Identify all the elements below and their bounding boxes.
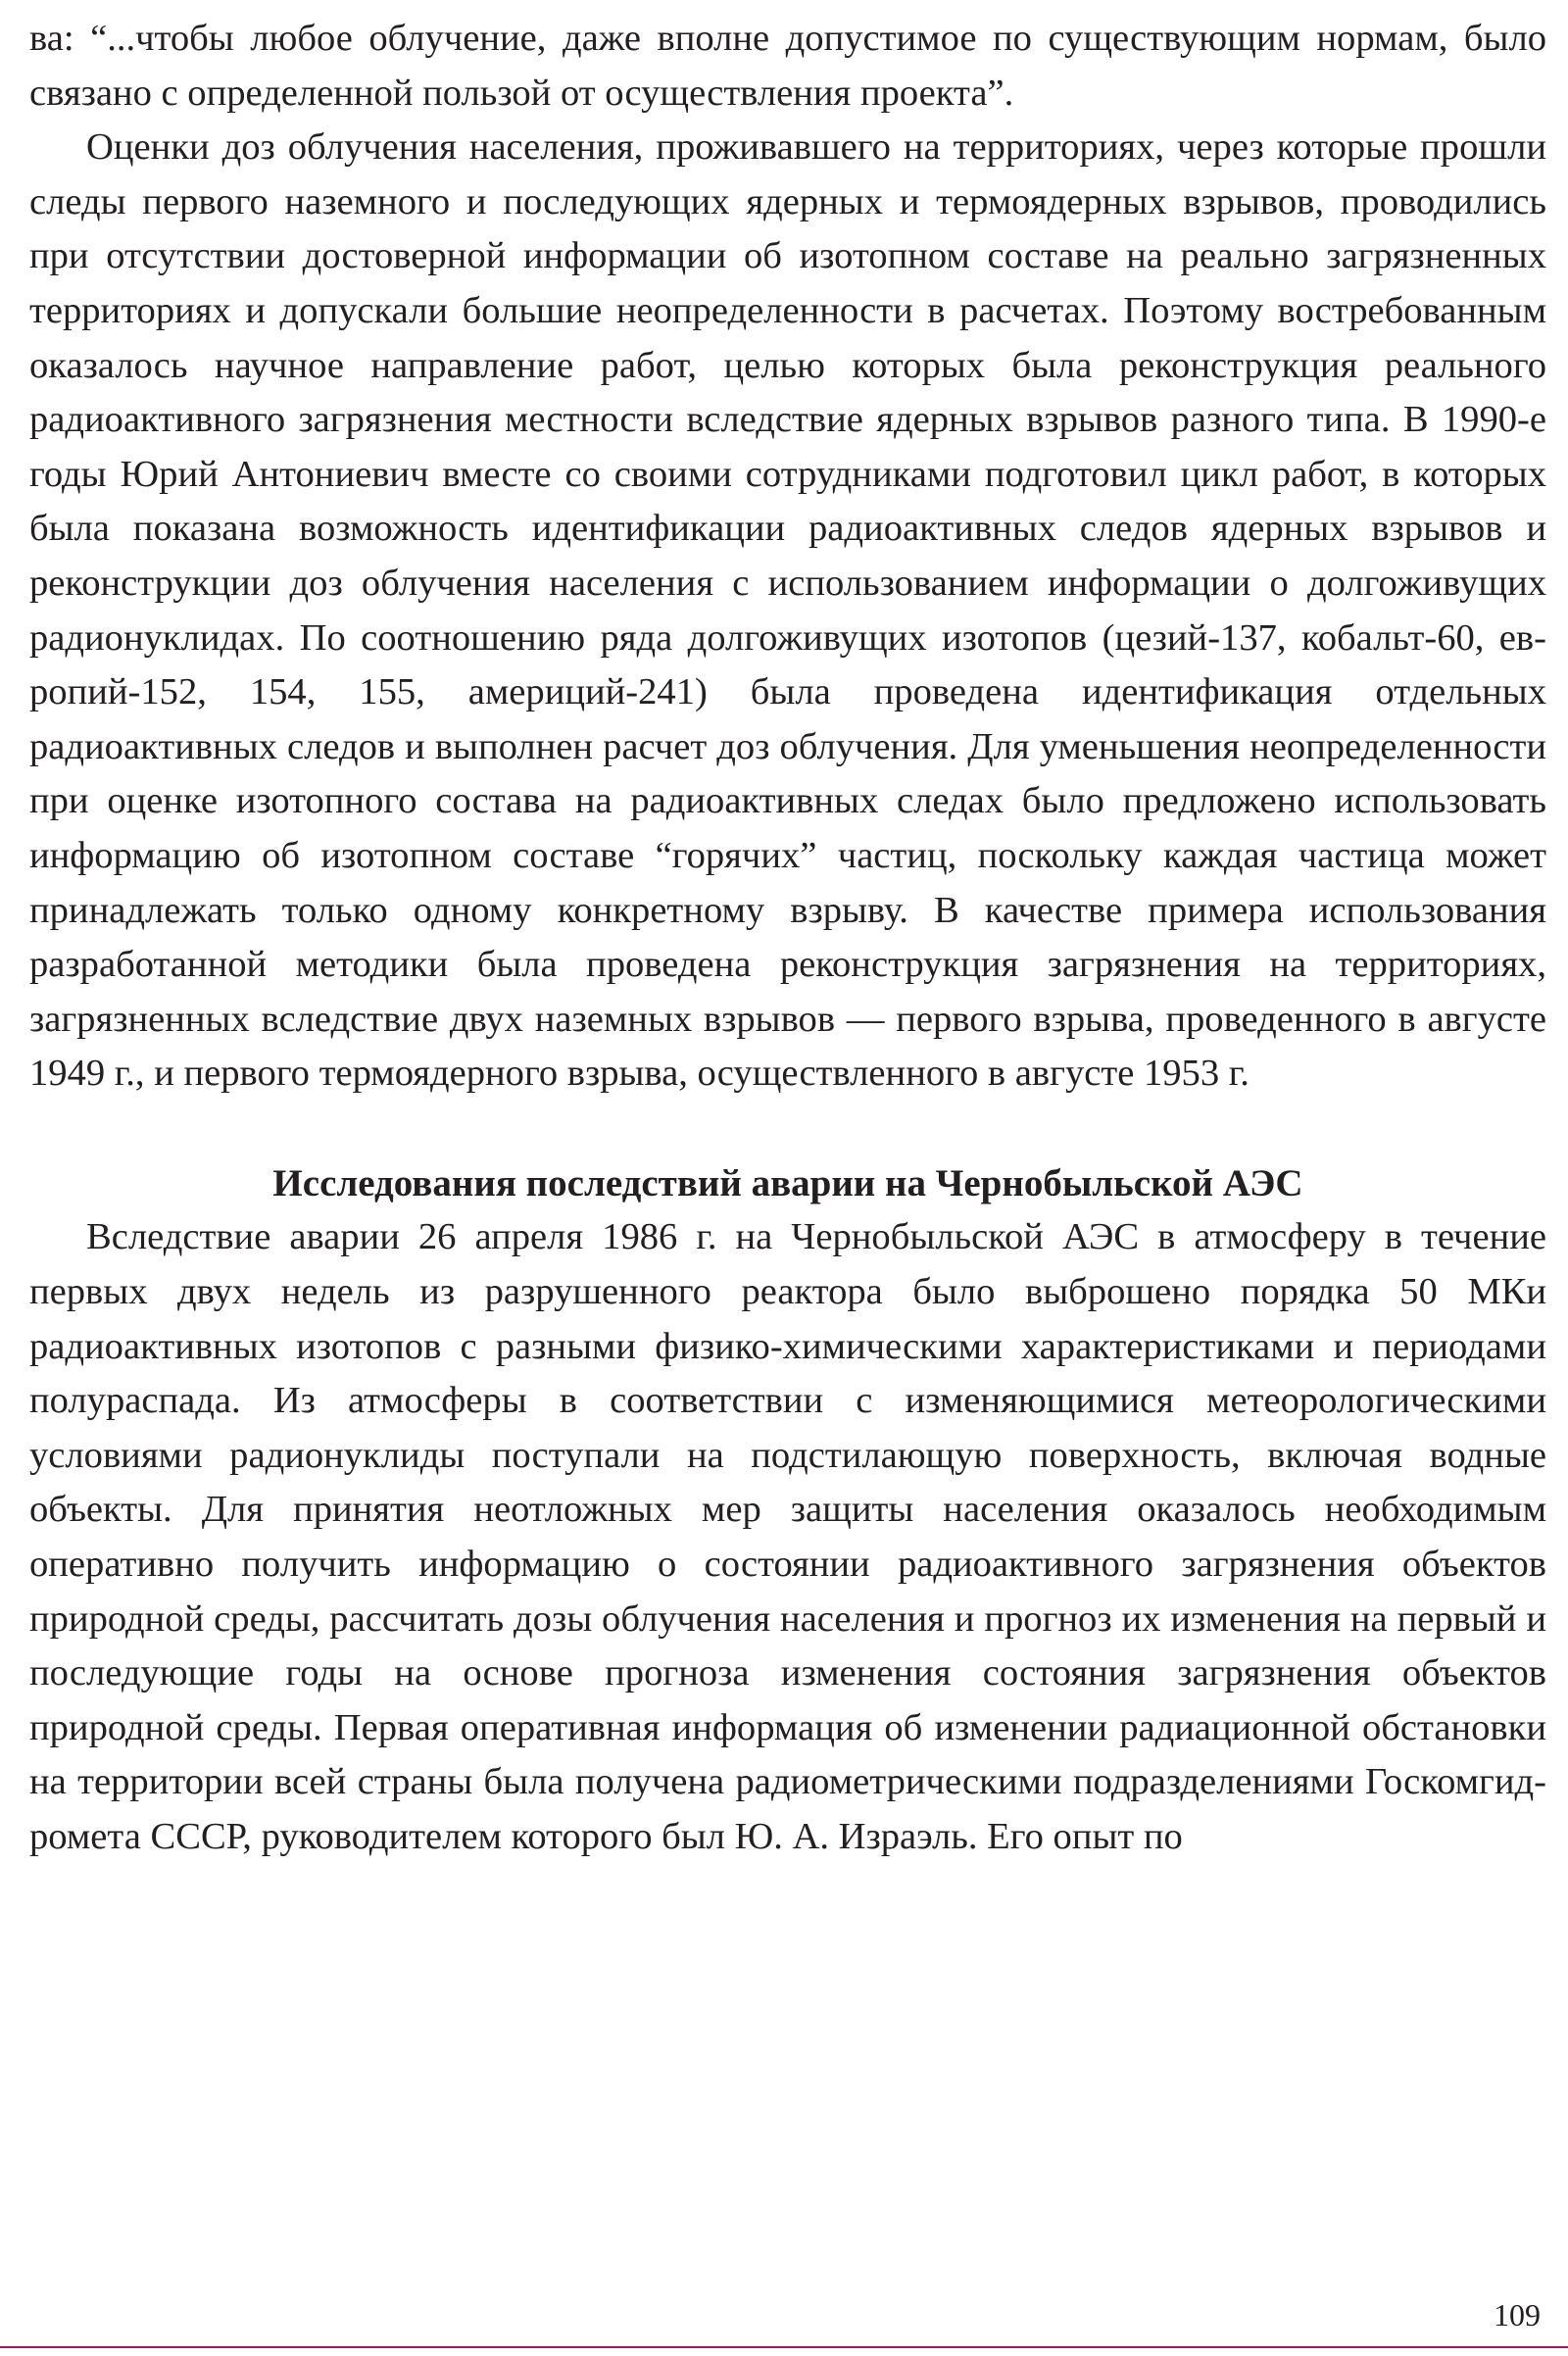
footer-rule: [0, 2346, 1568, 2348]
page-body: [29, 12, 1546, 1865]
paragraph-continued: ва: “...чтобы любое облучение, даже вполне допустимое по существующим нормам, было связано с определенной пользой от осуществления проекта”.: [29, 18, 1546, 114]
page-number: 109: [1494, 2297, 1541, 2332]
paragraph-reconstruction: Оценки доз облучения населения, проживавшего на территориях, через которые прошли следы первого наземного и последующих ядерных и термоядерных взрывов, проводились при отсутствии достоверной информации об изотопном составе на реально загрязненных территориях и допускали большие неопределенности в расчетах. Поэтому востребованным оказалось научное направление работ, целью которых была реконструкция реального радиоактивного загрязнения местности вследствие ядерных взрывов разного типа. В 1990-е годы Юрий Антониевич вместе со своими сотрудниками подготовил цикл работ, в которых была показана возможность идентификации радиоактивных следов ядерных взрывов и реконструкции доз облучения населения с использованием информации о долгоживущих радионуклидах. По соотношению ряда долгоживущих изотопов (цезий-137, кобальт-60, европий-152, 154, 155, америций-241) была проведена идентификация отдельных радиоактивных следов и выполнен расчет доз облучения. Для уменьшения неопределенности при оценке изотопного состава на радиоактивных следах было предложено использовать информацию об изотопном составе “горячих” частиц, поскольку каждая частица может принадлежать только одному конкретному взрыву. В качестве примера использования разработанной методики была проведена реконструкция загрязнения на территориях, загрязненных вследствие двух наземных взрывов — первого взрыва, проведенного в августе 1949 г., и первого термоядерного взрыва, осуществленного в августе 1953 г.: [29, 126, 1546, 1095]
paragraph-chernobyl: Вследствие аварии 26 апреля 1986 г. на Чернобыльской АЭС в атмосферу в течение первых двух недель из разрушенного реактора было выброшено порядка 50 МКи радиоактивных изотопов с разными физико-химическими характеристиками и периодами полураспада. Из атмосферы в соответствии с изменяющимися метеорологическими условиями радионуклиды поступали на подстилающую поверхность, включая водные объекты. Для принятия неотложных мер защиты населения оказалось необходимым оперативно получить информацию о состоянии радиоактивного загрязнения объектов природной среды, рассчитать дозы облучения населения и прогноз их изменения на первый и последующие годы на основе прогноза изменения состояния загрязнения объектов природной среды. Первая оперативная информация об изменении радиационной обстановки на территории всей страны была получена радиометрическими подразделениями Госкомгидромета СССР, руководителем которого был Ю. А. Израэль. Его опыт по: [29, 1216, 1546, 1857]
spacer: [29, 1102, 1546, 1156]
section-heading: Исследования последствий аварии на Чернобыльской АЭС: [272, 1161, 1303, 1204]
